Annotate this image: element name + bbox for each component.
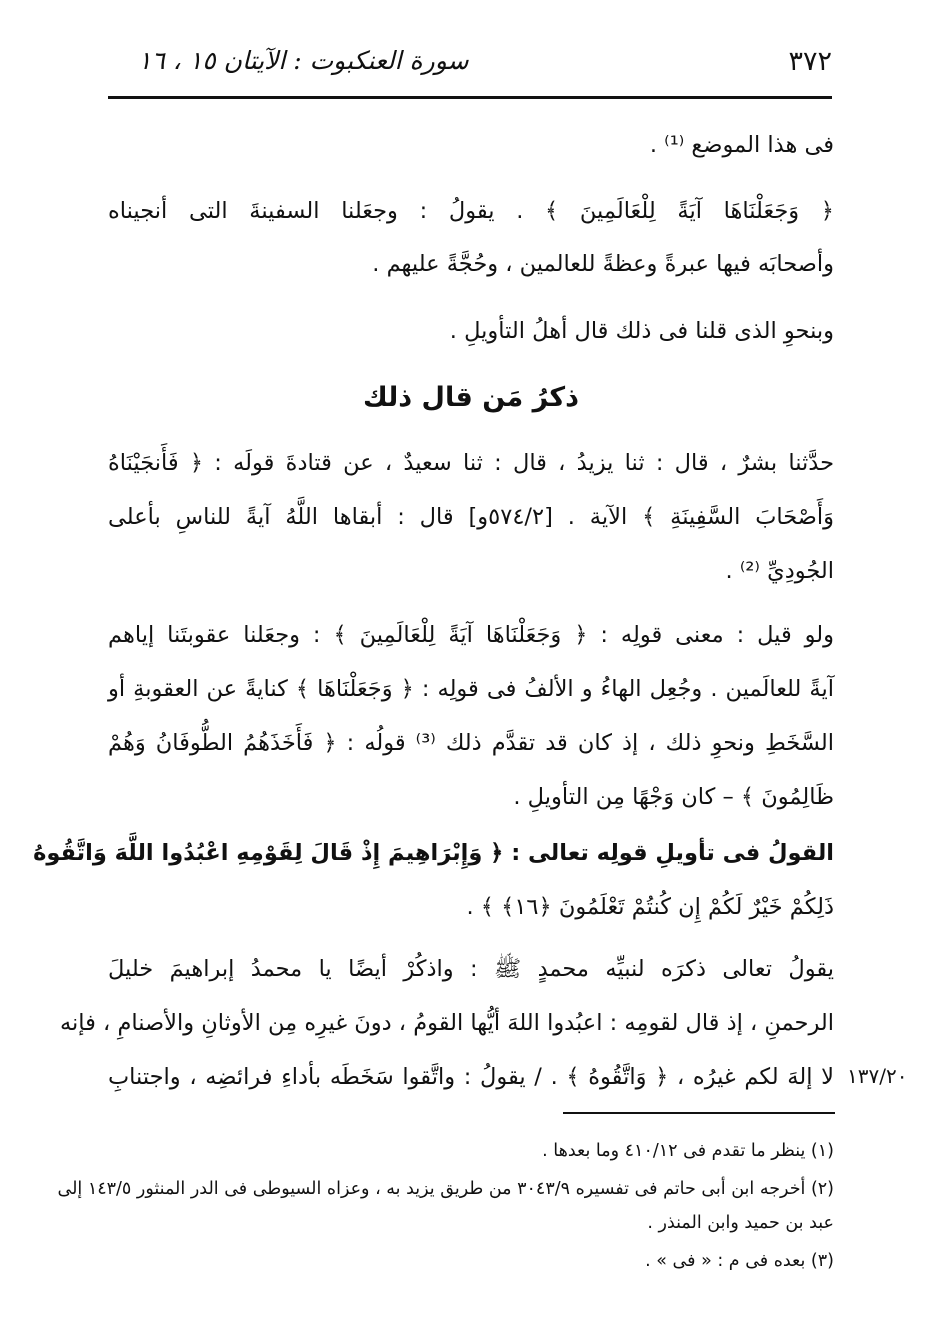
text-line: وأصحابَه فيها عبرةً وعظةً للعالمين ، وحُجَّةً عليهم .: [372, 251, 834, 277]
text-line: آيةً للعالَمين . وجُعِل الهاءُ و الألفُ فى قولِه : ﴿ وَجَعَلْنَاهَا ﴾ كنايةً عن العقوبةِ أو: [108, 676, 834, 702]
footnote: (١) ينظر ما تقدم فى ٤١٠/١٢ وما بعدها .: [542, 1141, 834, 1161]
text-line: يقولُ تعالى ذكرَه لنبيِّه محمدٍ ﷺ : واذكُرْ أيضًا يا محمدُ إبراهيمَ خليلَ: [108, 956, 834, 982]
text-line: ﴿ وَجَعَلْنَاهَا آيَةً لِلْعَالَمِينَ ﴾ . يقولُ : وجعَلنا السفينةَ التى أنجيناه: [108, 198, 834, 224]
header-rule: [108, 96, 832, 99]
text-line: ظَالِمُونَ ﴾ – كان وَجْهًا مِن التأويلِ .: [513, 784, 834, 810]
section-heading: ذكرُ مَن قال ذلك: [363, 382, 579, 413]
footnote: (٢) أخرجه ابن أبى حاتم فى تفسيره ٣٠٤٣/٩ من طريق يزيد به ، وعزاه السيوطى فى الدر المنثور ١٤٣/٥ إلى: [57, 1179, 834, 1199]
footnote: (٣) بعده فى م : « فى » .: [645, 1251, 834, 1271]
page-number: ٣٧٢: [788, 46, 832, 77]
text-line: فى هذا الموضع ⁽¹⁾ .: [649, 132, 834, 158]
footnote: عبد بن حميد وابن المنذر .: [647, 1213, 834, 1233]
text-line: لا إلهَ لكم غيرُه ، ﴿ وَاتَّقُوهُ ﴾ . / يقولُ : واتَّقوا سَخَطَه بأداءِ فرائضِه ، واجتنابِ: [108, 1064, 834, 1090]
margin-reference: ١٣٧/٢٠: [847, 1064, 908, 1088]
running-title: سورة العنكبوت : الآيتان ١٥ ، ١٦: [138, 46, 469, 75]
text-line: وبنحوِ الذى قلنا فى ذلك قال أهلُ التأويلِ .: [449, 318, 834, 344]
text-line: الجُودِيِّ ⁽²⁾ .: [725, 558, 834, 584]
text-line: حدَّثنا بشرٌ ، قال : ثنا يزيدُ ، قال : ثنا سعيدٌ ، عن قتادةَ قولَه : ﴿ فَأَنجَيْنَاهُ: [108, 450, 834, 476]
footnote-rule: [563, 1112, 835, 1114]
text-line: السَّخَطِ ونحوِ ذلك ، إذ كان قد تقدَّم ذلك ⁽³⁾ قولُه : ﴿ فَأَخَذَهُمُ الطُّوفَانُ وَهُمْ: [108, 730, 834, 756]
text-line: وَأَصْحَابَ السَّفِينَةِ ﴾ الآية . [٥٧٤/٢و] قال : أبقاها اللَّهُ آيةً للناسِ بأعلى: [108, 504, 834, 530]
text-line: القولُ فى تأويلِ قولِه تعالى : ﴿ وَإِبْرَاهِيمَ إِذْ قَالَ لِقَوْمِهِ اعْبُدُوا اللَّهَ وَاتَّقُوهُ: [33, 840, 834, 866]
text-line: ولو قيل : معنى قولِه : ﴿ وَجَعَلْنَاهَا آيَةً لِلْعَالَمِينَ ﴾ : وجعَلنا عقوبتَنا إياهم: [108, 622, 834, 648]
page-header: [108, 44, 832, 88]
text-line: ذَلِكُمْ خَيْرٌ لَكُمْ إِن كُنتُمْ تَعْلَمُونَ ﴿١٦﴾ ﴾ .: [466, 894, 834, 920]
text-line: الرحمنِ ، إذ قال لقومِه : اعبُدوا اللهَ أيُّها القومُ ، دونَ غيرِه مِن الأوثانِ والأصنامِ ، فإنه: [59, 1010, 834, 1036]
